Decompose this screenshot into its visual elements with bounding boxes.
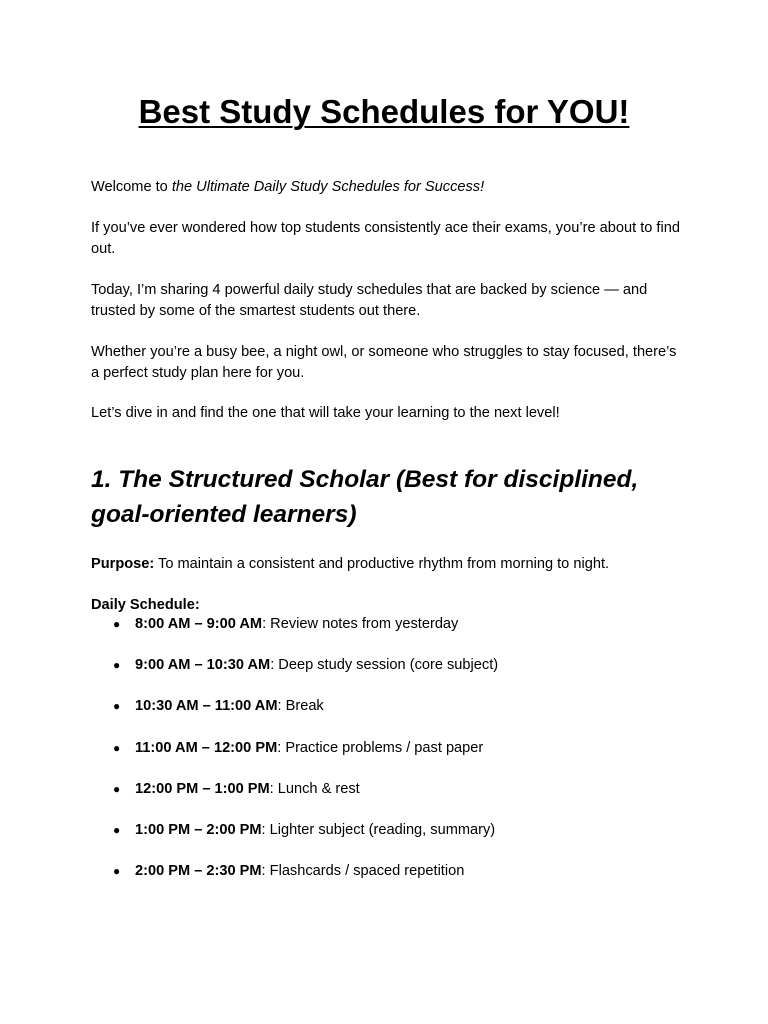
schedule-activity: : Deep study session (core subject) xyxy=(270,657,499,674)
list-item xyxy=(91,655,691,696)
schedule-list xyxy=(91,614,691,902)
list-item xyxy=(91,738,691,779)
schedule-activity: : Lighter subject (reading, summary) xyxy=(261,821,496,838)
schedule-time: 2:00 PM – 2:30 PM xyxy=(135,863,262,880)
purpose-label: Purpose: xyxy=(91,556,155,572)
schedule-activity: : Break xyxy=(277,698,324,715)
bullet-icon: ● xyxy=(113,864,121,879)
intro-paragraph-1: If you’ve ever wondered how top students consistently ace their exams, you’re about to find out. xyxy=(91,220,680,257)
schedule-time: 10:30 AM – 11:00 AM xyxy=(135,698,278,715)
welcome-paragraph xyxy=(91,177,681,198)
schedule-activity: : Practice problems / past paper xyxy=(277,739,484,756)
bullet-icon: ● xyxy=(113,699,121,714)
bullet-icon: ● xyxy=(113,658,121,673)
schedule-time: 8:00 AM – 9:00 AM xyxy=(135,616,263,632)
intro-paragraph-2: Today, I’m sharing 4 powerful daily study schedules that are backed by science — and trusted by some of the smartest students out there. xyxy=(91,282,648,319)
section-1-heading: 1. The Structured Scholar (Best for disciplined, goal-oriented learners) xyxy=(91,466,639,528)
list-item xyxy=(91,779,691,820)
document-title: Best Study Schedules for YOU! xyxy=(138,93,630,130)
schedule-time: 11:00 AM – 12:00 PM xyxy=(135,739,278,756)
intro-paragraph-3: Whether you’re a busy bee, a night owl, or someone who struggles to stay focused, there’s a perfect study plan here for you. xyxy=(91,344,677,381)
daily-schedule-label: Daily Schedule: xyxy=(91,597,200,613)
list-item xyxy=(91,861,691,902)
schedule-time: 1:00 PM – 2:00 PM xyxy=(135,821,262,838)
bullet-icon: ● xyxy=(113,740,121,755)
bullet-icon: ● xyxy=(113,781,121,796)
bullet-icon: ● xyxy=(113,822,121,837)
purpose-text: To maintain a consistent and productive rhythm from morning to night. xyxy=(154,556,610,572)
schedule-activity: : Review notes from yesterday xyxy=(262,616,459,632)
schedule-activity: : Lunch & rest xyxy=(269,780,360,797)
intro-paragraph-4: Let’s dive in and find the one that will take your learning to the next level! xyxy=(91,405,560,421)
schedule-time: 9:00 AM – 10:30 AM xyxy=(135,657,271,674)
list-item xyxy=(91,696,691,737)
list-item xyxy=(91,820,691,861)
welcome-italic-text: the Ultimate Daily Study Schedules for Success! xyxy=(171,179,485,195)
schedule-time: 12:00 PM – 1:00 PM xyxy=(135,780,270,797)
list-item xyxy=(91,614,691,655)
schedule-activity: : Flashcards / spaced repetition xyxy=(261,863,465,880)
purpose-paragraph xyxy=(91,554,681,575)
welcome-prefix: Welcome to xyxy=(91,179,172,195)
bullet-icon: ● xyxy=(113,617,121,631)
